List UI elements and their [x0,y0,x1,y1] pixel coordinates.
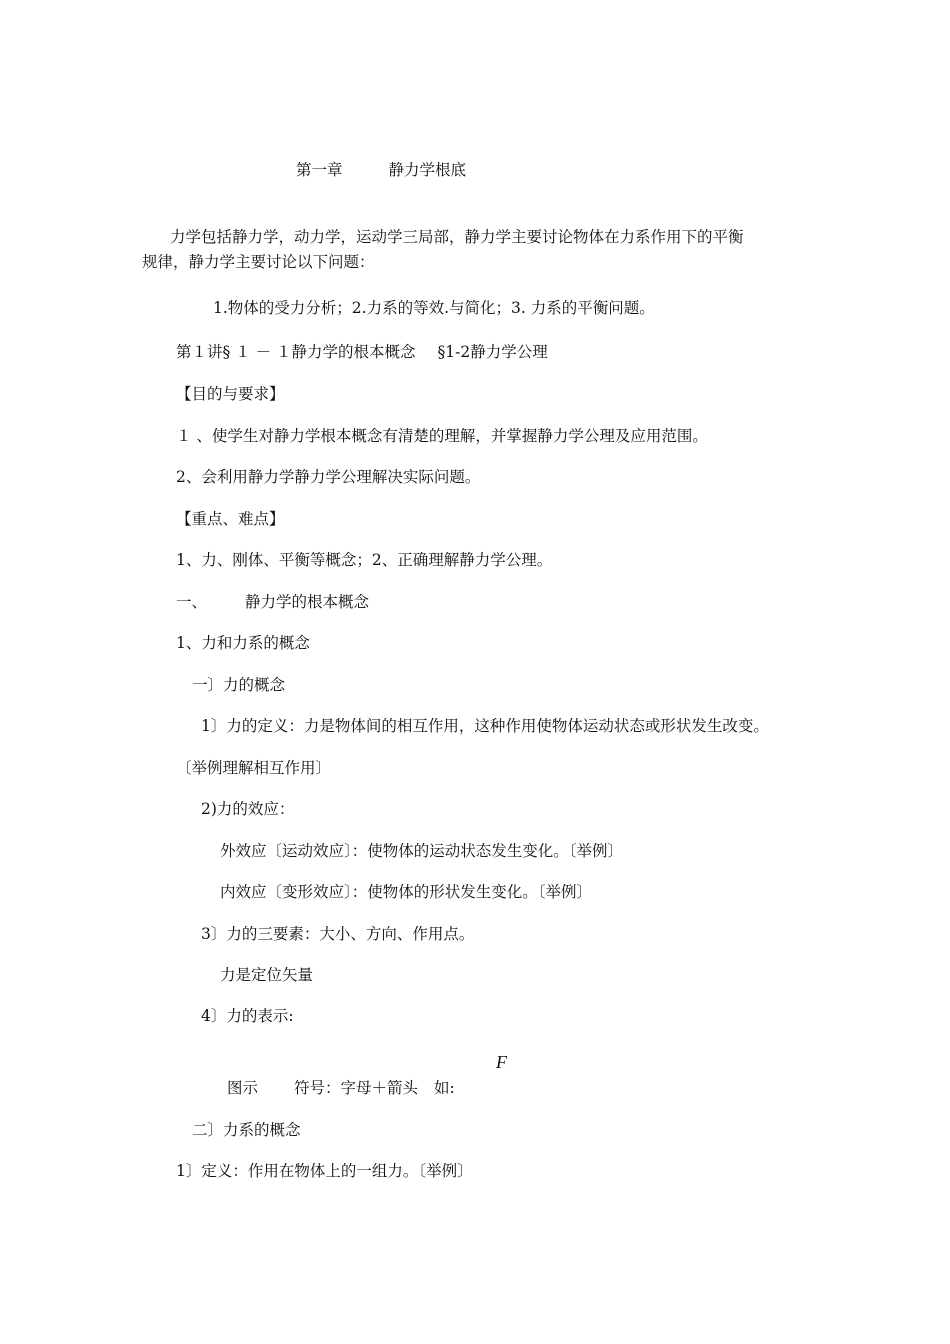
intro-line-1: 力学包括静力学，动力学，运动学三局部，静力学主要讨论物体在力系作用下的平衡 [170,228,744,246]
internal-effect: 内效应〔变形效应〕：使物体的形状发生变化。〔举例〕 [220,883,593,901]
goals-item-2: 2、会利用静力学静力学公理解决实际问题。 [176,468,481,486]
representation-row [227,1078,455,1098]
symbol-label: 符号：字母＋箭头 [294,1079,419,1097]
force-system-definition: 1〕定义：作用在物体上的一组力。〔举例〕 [176,1162,473,1180]
key-points-content: 1、力、刚体、平衡等概念；2、正确理解静力学公理。 [176,551,553,569]
goals-item-1: １ 、使学生对静力学根本概念有清楚的理解，并掌握静力学公理及应用范围。 [176,427,708,445]
example-label: 如: [434,1079,455,1097]
force-system-heading: 二〕力系的概念 [192,1121,301,1139]
lecture-heading-part1: 第１讲§ １ － １静力学的根本概念 [176,343,416,361]
representation-heading: 4〕力的表示: [201,1007,294,1025]
external-effect: 外效应〔运动效应〕：使物体的运动状态发生变化。〔举例〕 [220,842,624,860]
effects-heading: 2)力的效应： [201,800,295,818]
force-definition: 1〕力的定义：力是物体间的相互作用，这种作用使物体运动状态或形状发生改变。 [201,717,769,735]
vector-note: 力是定位矢量 [220,966,314,984]
chapter-number: 第一章 [296,161,343,179]
section-1-heading [176,592,369,612]
subsection-1-heading: 1、力和力系的概念 [176,634,310,652]
lecture-heading-part2: §1-2静力学公理 [437,343,548,361]
chapter-heading [296,160,466,180]
three-elements: 3〕力的三要素：大小、方向、作用点。 [201,925,475,943]
chapter-title: 静力学根底 [388,161,467,179]
section-1-number: 一、 [176,593,208,611]
topics-list: 1.物体的受力分析；2.力系的等效.与简化；3. 力系的平衡问题。 [213,299,655,317]
force-symbol-letter: F [496,1052,507,1072]
lecture-heading [176,342,548,362]
intro-line-2: 规律，静力学主要讨论以下问题： [142,253,375,271]
diagram-label: 图示 [227,1079,259,1097]
section-1-title: 静力学的根本概念 [245,593,370,611]
key-points-title: 【重点、难点】 [176,510,285,528]
force-concept-heading: 一〕力的概念 [192,676,286,694]
example-note: 〔举例理解相互作用〕 [176,759,332,777]
goals-title: 【目的与要求】 [176,385,285,403]
